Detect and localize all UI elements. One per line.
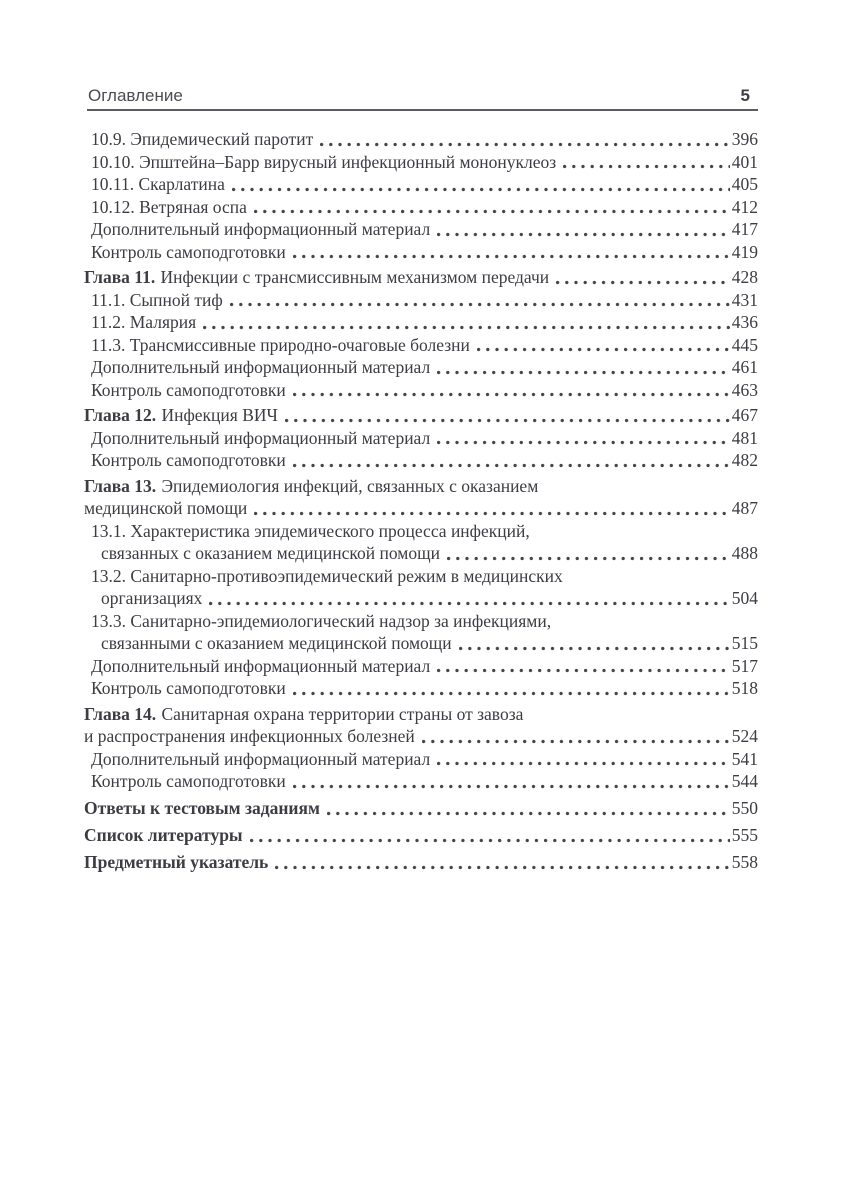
toc-entry-text: 11.3. Трансмиссивные природно-очаговые болезни bbox=[91, 334, 470, 355]
toc-entry-page-number: 550 bbox=[731, 798, 758, 818]
dot-leader bbox=[437, 232, 730, 237]
toc-entry-text: 10.10. Эпштейна–Барр вирусный инфекционный мононуклеоз bbox=[91, 151, 557, 172]
toc-entry-text: 13.1. Характеристика эпидемического процесса инфекций, bbox=[91, 520, 530, 541]
toc-entry-text: 10.11. Скарлатина bbox=[91, 174, 225, 194]
toc-list bbox=[0, 111, 842, 874]
toc-entry-text: 11.1. Сыпной тиф bbox=[91, 289, 223, 310]
toc-entry-page-number: 419 bbox=[731, 241, 758, 262]
dot-leader bbox=[254, 209, 730, 214]
toc-entry-page-number: 401 bbox=[731, 151, 758, 172]
toc-row bbox=[84, 266, 758, 289]
toc-entry-text: Санитарная охрана территории страны от завоза bbox=[161, 703, 524, 724]
toc-entry-page-number: 555 bbox=[731, 825, 758, 845]
toc-entry-text: 13.2. Санитарно-противоэпидемический режим в медицинских bbox=[91, 565, 563, 586]
dot-leader bbox=[447, 556, 730, 561]
toc-row bbox=[84, 497, 758, 520]
chapter-label: Глава 14. bbox=[84, 703, 157, 724]
toc-row bbox=[84, 289, 758, 312]
toc-row bbox=[84, 851, 758, 874]
toc-row bbox=[84, 748, 758, 771]
chapter-label: Глава 13. bbox=[84, 475, 157, 496]
toc-entry-text: Дополнительный информационный материал bbox=[91, 427, 431, 448]
toc-entry-text: Список литературы bbox=[84, 825, 243, 845]
toc-entry-page-number: 518 bbox=[731, 678, 758, 698]
toc-row bbox=[84, 334, 758, 357]
toc-entry-page-number: 504 bbox=[731, 588, 758, 608]
toc-row bbox=[84, 587, 758, 610]
toc-row bbox=[84, 824, 758, 847]
toc-entry-page-number: 482 bbox=[731, 450, 758, 470]
toc-entry-text: Дополнительный информационный материал bbox=[91, 357, 431, 377]
toc-entry-text: Контроль самоподготовки bbox=[91, 379, 286, 400]
dot-leader bbox=[209, 601, 729, 606]
toc-entry-page-number: 517 bbox=[731, 655, 758, 676]
dot-leader bbox=[203, 325, 730, 330]
toc-entry-page-number: 487 bbox=[731, 498, 758, 518]
toc-entry-text: Контроль самоподготовки bbox=[91, 241, 286, 262]
dot-leader bbox=[437, 761, 730, 766]
toc-entry-page-number: 488 bbox=[731, 543, 758, 563]
dot-leader bbox=[250, 838, 730, 843]
toc-row bbox=[84, 770, 758, 793]
dot-leader bbox=[293, 691, 730, 696]
toc-row bbox=[84, 241, 758, 264]
running-head-title: Оглавление bbox=[88, 86, 183, 105]
toc-entry-page-number: 445 bbox=[731, 334, 758, 355]
toc-row bbox=[84, 610, 758, 633]
toc-entry-text: медицинской помощи bbox=[84, 498, 248, 518]
toc-row bbox=[84, 379, 758, 402]
toc-entry-text: Инфекция ВИЧ bbox=[161, 405, 278, 425]
dot-leader bbox=[556, 280, 730, 285]
dot-leader bbox=[320, 142, 730, 147]
toc-entry-page-number: 515 bbox=[731, 633, 758, 653]
toc-row bbox=[84, 356, 758, 379]
dot-leader bbox=[230, 302, 730, 307]
toc-row bbox=[84, 655, 758, 678]
toc-row bbox=[84, 632, 758, 655]
toc-entry-text: Дополнительный информационный материал bbox=[91, 748, 431, 769]
toc-entry-text: 13.3. Санитарно-эпидемиологический надзор за инфекциями, bbox=[91, 610, 552, 631]
toc-row bbox=[84, 475, 758, 498]
dot-leader bbox=[563, 164, 730, 169]
toc-row bbox=[84, 311, 758, 334]
dot-leader bbox=[327, 811, 730, 816]
toc-entry-page-number: 463 bbox=[731, 379, 758, 400]
folio-page-number: 5 bbox=[740, 86, 750, 105]
toc-row bbox=[84, 218, 758, 241]
toc-entry-page-number: 405 bbox=[731, 174, 758, 194]
dot-leader bbox=[422, 739, 730, 744]
toc-entry-text: связанных с оказанием медицинской помощи bbox=[101, 543, 440, 563]
toc-entry-page-number: 461 bbox=[731, 357, 758, 377]
toc-entry-page-number: 431 bbox=[731, 289, 758, 310]
toc-entry-page-number: 428 bbox=[731, 267, 758, 287]
toc-entry-text: 11.2. Малярия bbox=[91, 312, 197, 332]
toc-entry-page-number: 544 bbox=[731, 771, 758, 791]
dot-leader bbox=[293, 784, 730, 789]
toc-entry-page-number: 467 bbox=[731, 405, 758, 425]
toc-row bbox=[84, 703, 758, 726]
toc-entry-text: связанными с оказанием медицинской помощи bbox=[101, 633, 452, 653]
toc-row bbox=[84, 151, 758, 174]
dot-leader bbox=[437, 370, 730, 375]
toc-entry-text: Дополнительный информационный материал bbox=[91, 655, 431, 676]
toc-entry-page-number: 396 bbox=[731, 129, 758, 149]
toc-entry-text: организациях bbox=[101, 588, 203, 608]
dot-leader bbox=[477, 347, 730, 352]
dot-leader bbox=[459, 646, 730, 651]
dot-leader bbox=[232, 187, 730, 192]
toc-entry-page-number: 558 bbox=[731, 852, 758, 872]
toc-entry-page-number: 417 bbox=[731, 219, 758, 239]
toc-entry-text: Контроль самоподготовки bbox=[91, 450, 286, 470]
dot-leader bbox=[437, 440, 730, 445]
dot-leader bbox=[293, 392, 730, 397]
dot-leader bbox=[293, 463, 730, 468]
toc-entry-text: Ответы к тестовым заданиям bbox=[84, 798, 320, 818]
toc-entry-text: 10.12. Ветряная оспа bbox=[91, 196, 247, 217]
toc-entry-page-number: 436 bbox=[731, 312, 758, 332]
toc-row bbox=[84, 427, 758, 450]
running-header bbox=[0, 0, 842, 106]
toc-entry-text: Контроль самоподготовки bbox=[91, 771, 286, 791]
toc-entry-text: Контроль самоподготовки bbox=[91, 678, 286, 698]
toc-entry-text: Дополнительный информационный материал bbox=[91, 219, 431, 239]
toc-row bbox=[84, 404, 758, 427]
toc-entry-page-number: 412 bbox=[731, 196, 758, 217]
toc-row bbox=[84, 196, 758, 219]
toc-row bbox=[84, 677, 758, 700]
toc-entry-page-number: 541 bbox=[731, 748, 758, 769]
dot-leader bbox=[293, 254, 730, 259]
toc-entry-page-number: 524 bbox=[731, 726, 758, 746]
toc-row bbox=[84, 173, 758, 196]
toc-entry-page-number: 481 bbox=[731, 427, 758, 448]
toc-row bbox=[84, 449, 758, 472]
chapter-label: Глава 12. bbox=[84, 405, 157, 425]
chapter-label: Глава 11. bbox=[84, 267, 156, 287]
toc-row bbox=[84, 565, 758, 588]
toc-entry-text: Инфекции с трансмиссивным механизмом передачи bbox=[160, 267, 550, 287]
toc-entry-text: Эпидемиология инфекций, связанных с оказанием bbox=[161, 475, 539, 496]
dot-leader bbox=[275, 865, 729, 870]
toc-row bbox=[84, 542, 758, 565]
toc-entry-text: 10.9. Эпидемический паротит bbox=[91, 129, 314, 149]
dot-leader bbox=[285, 418, 730, 423]
dot-leader bbox=[254, 511, 729, 516]
dot-leader bbox=[437, 668, 730, 673]
toc-row bbox=[84, 725, 758, 748]
toc-row bbox=[84, 797, 758, 820]
toc-entry-text: и распространения инфекционных болезней bbox=[84, 726, 415, 746]
toc-row bbox=[84, 128, 758, 151]
toc-row bbox=[84, 520, 758, 543]
toc-entry-text: Предметный указатель bbox=[84, 852, 269, 872]
